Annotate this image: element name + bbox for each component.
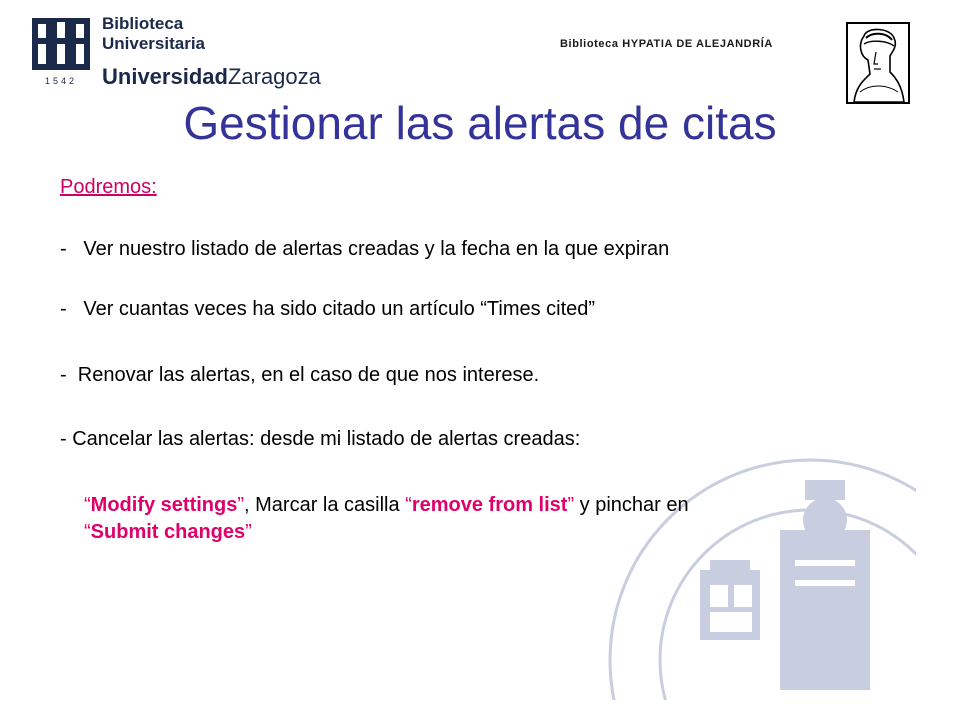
hypatia-portrait-icon <box>846 22 910 104</box>
cancel-instructions: “Modify settings”, Marcar la casilla “remove from list” y pinchar en “Submit changes” <box>84 494 689 543</box>
bullet-item: - Renovar las alertas, en el caso de que nos interese. <box>60 364 540 386</box>
university-logo <box>30 14 321 94</box>
modify-settings-label: Modify settings <box>90 494 238 516</box>
svg-text:1542: 1542 <box>44 76 78 86</box>
remove-from-list-label: remove from list <box>411 494 568 516</box>
slide-subtitle: Podremos: <box>60 176 157 198</box>
logo-line-universidad: UniversidadZaragoza <box>102 64 321 89</box>
logo-text <box>102 14 321 92</box>
building-emblem-icon <box>30 14 92 86</box>
logo-line-universitaria: Universitaria <box>102 34 205 53</box>
bullet-item: - Ver nuestro listado de alertas creadas y la fecha en la que expiran <box>60 238 670 260</box>
university-seal-watermark <box>600 410 916 700</box>
library-caption: Biblioteca HYPATIA DE ALEJANDRÍA <box>560 38 773 50</box>
logo-line-biblioteca: Biblioteca <box>102 14 184 33</box>
bullet-item: - Cancelar las alertas: desde mi listado de alertas creadas: <box>60 428 581 450</box>
bullet-item: - Ver cuantas veces ha sido citado un artículo “Times cited” <box>60 298 596 320</box>
slide-title: Gestionar las alertas de citas <box>183 97 777 149</box>
submit-changes-label: Submit changes <box>90 521 246 543</box>
